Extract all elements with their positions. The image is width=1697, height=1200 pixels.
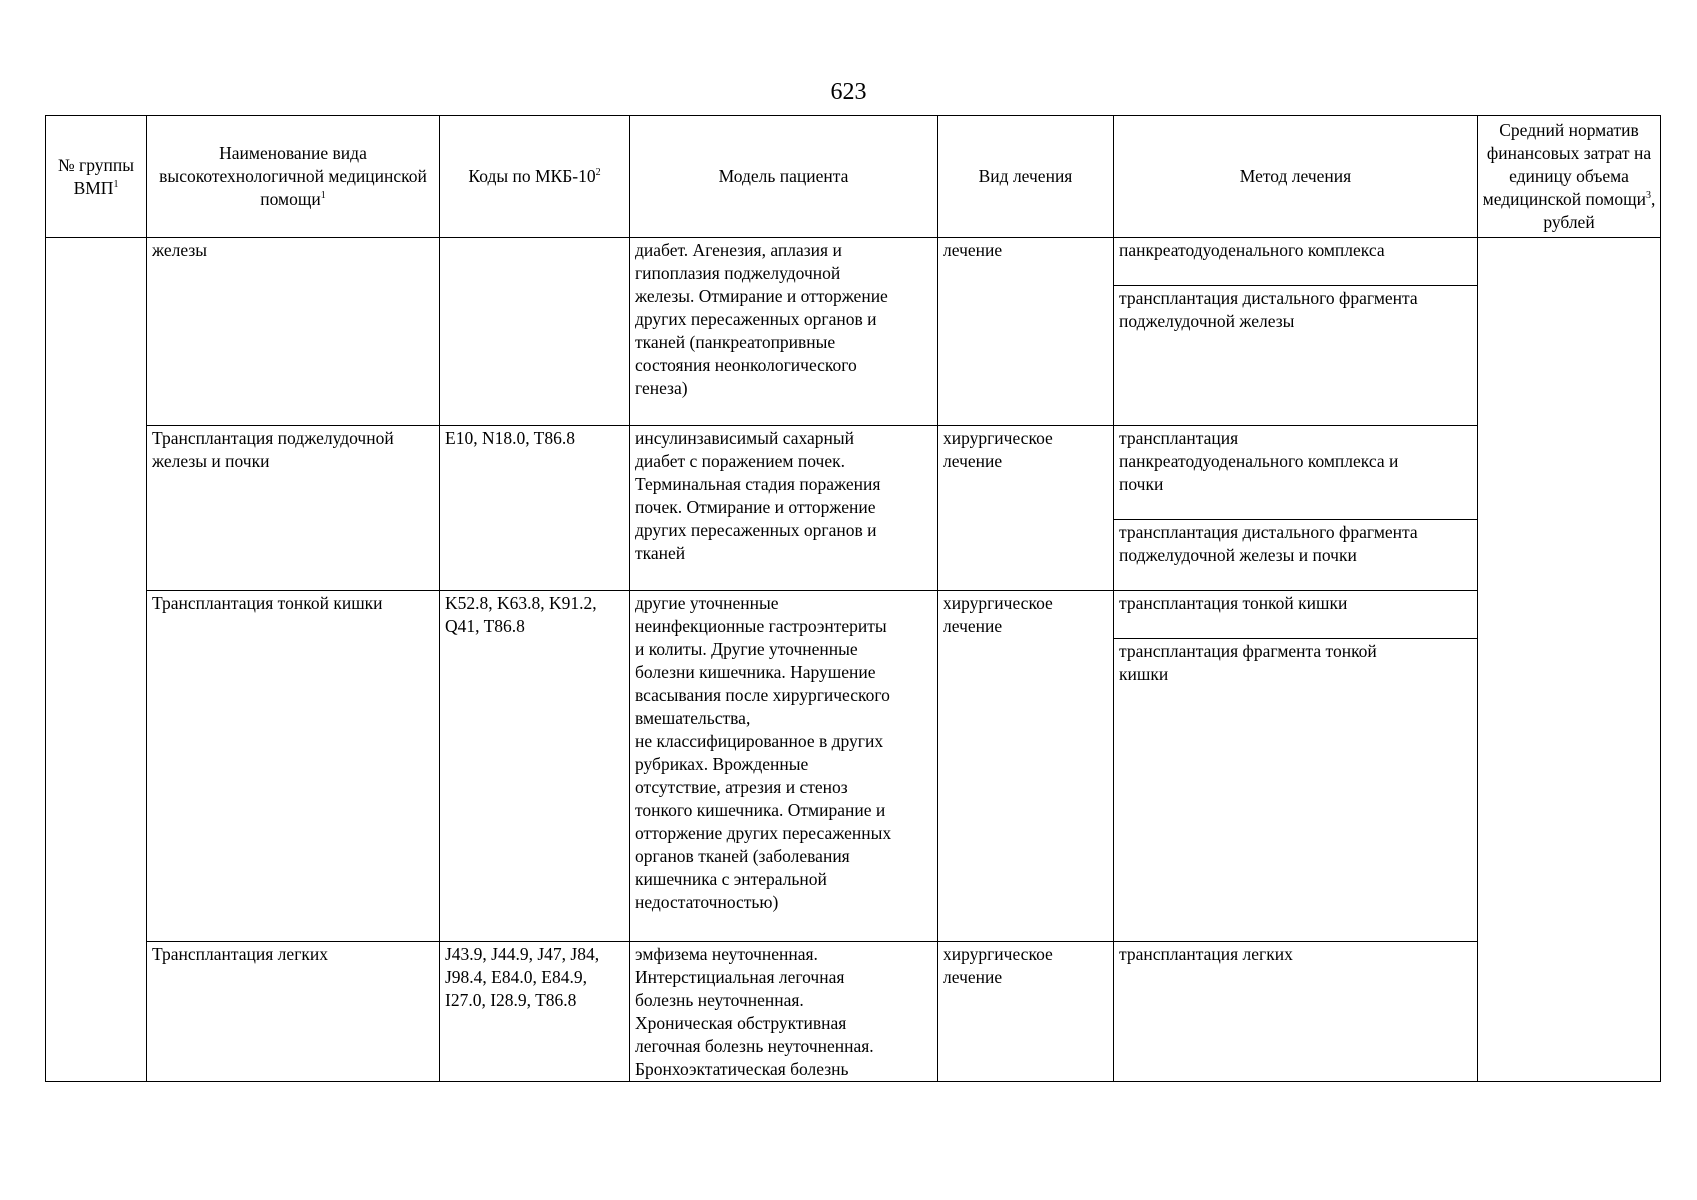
icd-codes-cell [440,238,630,426]
care-name-cell: Трансплантация поджелудочной железы и почки [147,426,440,591]
treatment-type-cell: хирургическое лечение [938,591,1114,942]
treatment-method-cell: трансплантация тонкой кишки [1114,591,1478,639]
icd-codes-cell: E10, N18.0, T86.8 [440,426,630,591]
header-row [46,116,1661,238]
icd-codes-cell: J43.9, J44.9, J47, J84, J98.4, E84.0, E84.9, I27.0, I28.9, T86.8 [440,942,630,1082]
header-treatment-method: Метод лечения [1114,116,1478,238]
vmp-table [45,115,1661,1082]
table-row [46,426,1661,520]
group-number-cell [46,238,147,1082]
header-icd-codes: Коды по МКБ-$10^2$ [440,116,630,238]
page-number: 623 [830,79,867,105]
care-name-cell: Трансплантация тонкой кишки [147,591,440,942]
treatment-type-cell: хирургическое лечение [938,942,1114,1082]
patient-model-cell: диабет. Агенезия, аплазия и гипоплазия поджелудочной железы. Отмирание и отторжение других пересаженных органов и тканей (панкреатопривные состояния неонкологического генеза) [630,238,938,426]
patient-model-cell: инсулинзависимый сахарный диабет с поражением почек. Терминальная стадия поражения почек. Отмирание и отторжение других пересаженных органов и тканей [630,426,938,591]
treatment-type-cell: хирургическое лечение [938,426,1114,591]
header-cost-norm: Средний норматив финансовых затрат на единицу объема медицинской помощи$^3$, рублей [1478,116,1661,238]
patient-model-cell: эмфизема неуточненная. Интерстициальная легочная болезнь неуточненная. Хроническая обструктивная легочная болезнь неуточненная. Бронхоэктатическая болезнь [630,942,938,1082]
table-row [46,591,1661,639]
treatment-method-cell: панкреатодуоденального комплекса [1114,238,1478,286]
treatment-method-cell: трансплантация дистального фрагмента поджелудочной железы и почки [1114,520,1478,591]
header-group-number: № группы ВМП$^1$ [46,116,147,238]
treatment-type-cell: лечение [938,238,1114,426]
header-treatment-type: Вид лечения [938,116,1114,238]
patient-model-cell: другие уточненные неинфекционные гастроэнтериты и колиты. Другие уточненные болезни кишечника. Нарушение всасывания после хирургического вмешательства, не классифицированное в других рубриках. Врожденные отсутствие, атрезия и стеноз тонкого кишечника. Отмирание и отторжение других пересаженных органов тканей (заболевания кишечника с энтеральной недостаточностью) [630,591,938,942]
treatment-method-cell: трансплантация легких [1114,942,1478,1082]
care-name-cell: железы [147,238,440,426]
cost-norm-cell [1478,238,1661,1082]
icd-codes-cell: K52.8, K63.8, K91.2, Q41, T86.8 [440,591,630,942]
treatment-method-cell: трансплантация панкреатодуоденального комплекса и почки [1114,426,1478,520]
header-patient-model: Модель пациента [630,116,938,238]
table-row [46,942,1661,1082]
table-row [46,238,1661,286]
header-care-name: Наименование вида высокотехнологичной медицинской помощи$^1$ [147,116,440,238]
treatment-method-cell: трансплантация дистального фрагмента поджелудочной железы [1114,286,1478,426]
care-name-cell: Трансплантация легких [147,942,440,1082]
treatment-method-cell: трансплантация фрагмента тонкой кишки [1114,639,1478,942]
